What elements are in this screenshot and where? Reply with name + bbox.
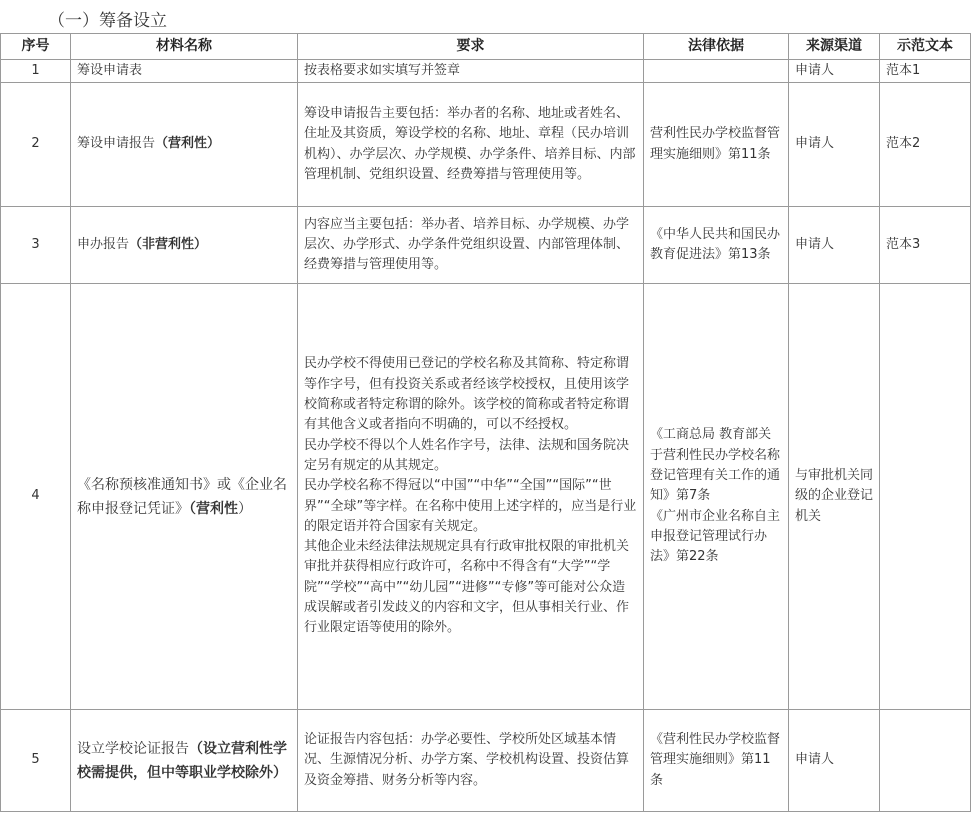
legal-basis-cell: [644, 83, 789, 207]
template-cell: [880, 710, 971, 812]
requirement-cell: [298, 83, 644, 207]
template-cell: 范本2: [880, 83, 971, 207]
material-name-emphasis: （营利性）: [155, 136, 221, 152]
source-cell: 申请人: [789, 83, 880, 207]
requirement-text: 按表格要求如实填写并签章: [304, 63, 461, 78]
requirement-text: 筹设申请报告主要包括：举办者的名称、地址或者姓名、住址及其资质，筹设学校的名称、地址、章程（民办培训机构）、办学层次、办学规模、办学条件、培养目标、内部管理机制、党组织设置、经费筹措与管理使用等。: [304, 105, 636, 182]
table-header-row: [1, 34, 971, 60]
requirement-text: 内容应当主要包括：举办者、培养目标、办学规模、办学层次、办学形式、办学条件党组织设置、内部管理体制、经费筹措与管理使用等。: [304, 216, 630, 273]
table-row: [1, 83, 971, 207]
material-name-tail: ）: [238, 500, 252, 517]
table-row: [1, 60, 971, 83]
material-name-text: 申办报告: [77, 236, 130, 252]
legal-basis-text: 《广州市企业名称自主申报登记管理试行办法》第22条: [650, 508, 781, 565]
legal-basis-cell: [644, 207, 789, 284]
materials-table: [0, 33, 971, 812]
requirement-paragraph: 民办学校不得以个人姓名作字号，法律、法规和国务院决定另有规定的从其规定。: [304, 437, 630, 473]
legal-basis-text: 《营利性民办学校监督管理实施细则》第11条: [650, 732, 781, 788]
header-legal-basis: 法律依据: [644, 34, 789, 60]
legal-basis-text: 《中华人民共和国民办教育促进法》第13条: [650, 226, 781, 262]
legal-basis-cell: [644, 710, 789, 812]
source-cell: 申请人: [789, 710, 880, 812]
requirement-cell: [298, 207, 644, 284]
requirement-cell: [298, 284, 644, 710]
row-index: 2: [1, 83, 71, 207]
legal-basis-cell: [644, 60, 789, 83]
material-name-emphasis: （设立营利性学校需提供，但中等职业学校除外）: [77, 740, 287, 781]
template-cell: 范本1: [880, 60, 971, 83]
legal-basis-cell: [644, 284, 789, 710]
template-cell: 范本3: [880, 207, 971, 284]
requirement-cell: [298, 710, 644, 812]
legal-basis-text: 营利性民办学校监督管理实施细则》第11条: [650, 126, 781, 162]
table-row: [1, 710, 971, 812]
material-name: [71, 284, 298, 710]
material-name-text: 筹设申请报告: [77, 136, 156, 152]
material-name: [71, 207, 298, 284]
material-name-text: 筹设申请表: [77, 63, 143, 78]
row-index: 5: [1, 710, 71, 812]
table-row: [1, 284, 971, 710]
requirement-text: 论证报告内容包括：办学必要性、学校所处区域基本情况、生源情况分析、办学方案、学校机构设置、投资估算及资金筹措、财务分析等内容。: [304, 732, 630, 788]
template-cell: [880, 284, 971, 710]
material-name-emphasis: （营利性: [189, 500, 238, 517]
source-cell: 申请人: [789, 60, 880, 83]
header-material-name: 材料名称: [71, 34, 298, 60]
requirement-paragraph: 其他企业未经法律法规规定具有行政审批权限的审批机关审批并获得相应行政许可，名称中不得含有“大学”“学院”“学校”“高中”“幼儿园”“进修”“专修”等可能对公众造成误解或者引发歧义的内容和文字，但从事相关行业、作行业限定语等使用的除外。: [304, 539, 630, 636]
source-cell: 申请人: [789, 207, 880, 284]
material-name: [71, 710, 298, 812]
source-cell: 与审批机关同级的企业登记机关: [789, 284, 880, 710]
row-index: 1: [1, 60, 71, 83]
table-row: [1, 207, 971, 284]
material-name-emphasis: （非营利性）: [129, 236, 208, 252]
header-index: 序号: [1, 34, 71, 60]
row-index: 3: [1, 207, 71, 284]
legal-basis-text: 《工商总局 教育部关于营利性民办学校名称登记管理有关工作的通知》第7条: [650, 427, 781, 504]
header-template: 示范文本: [880, 34, 971, 60]
material-name-text: 设立学校论证报告: [77, 740, 189, 757]
material-name-text: 《名称预核准通知书》或《企业名称申报登记凭证》: [77, 476, 287, 517]
requirement-paragraph: 民办学校名称不得冠以“中国”“中华”“全国”“国际”“世界”“全球”等字样。在名称中使用上述字样的，应当是行业的限定语并符合国家有关规定。: [304, 478, 637, 534]
requirement-paragraph: 民办学校不得使用已登记的学校名称及其简称、特定称谓等作字号，但有投资关系或者经该学校授权，且使用该学校简称或者特定称谓的除外。该学校的简称或者特定称谓有其他含义或者指向不明确的，可以不经授权。: [304, 356, 630, 433]
header-source: 来源渠道: [789, 34, 880, 60]
material-name: [71, 60, 298, 83]
material-name: [71, 83, 298, 207]
row-index: 4: [1, 284, 71, 710]
requirement-cell: [298, 60, 644, 83]
header-requirement: 要求: [298, 34, 644, 60]
section-title: （一）筹备设立: [48, 11, 167, 31]
